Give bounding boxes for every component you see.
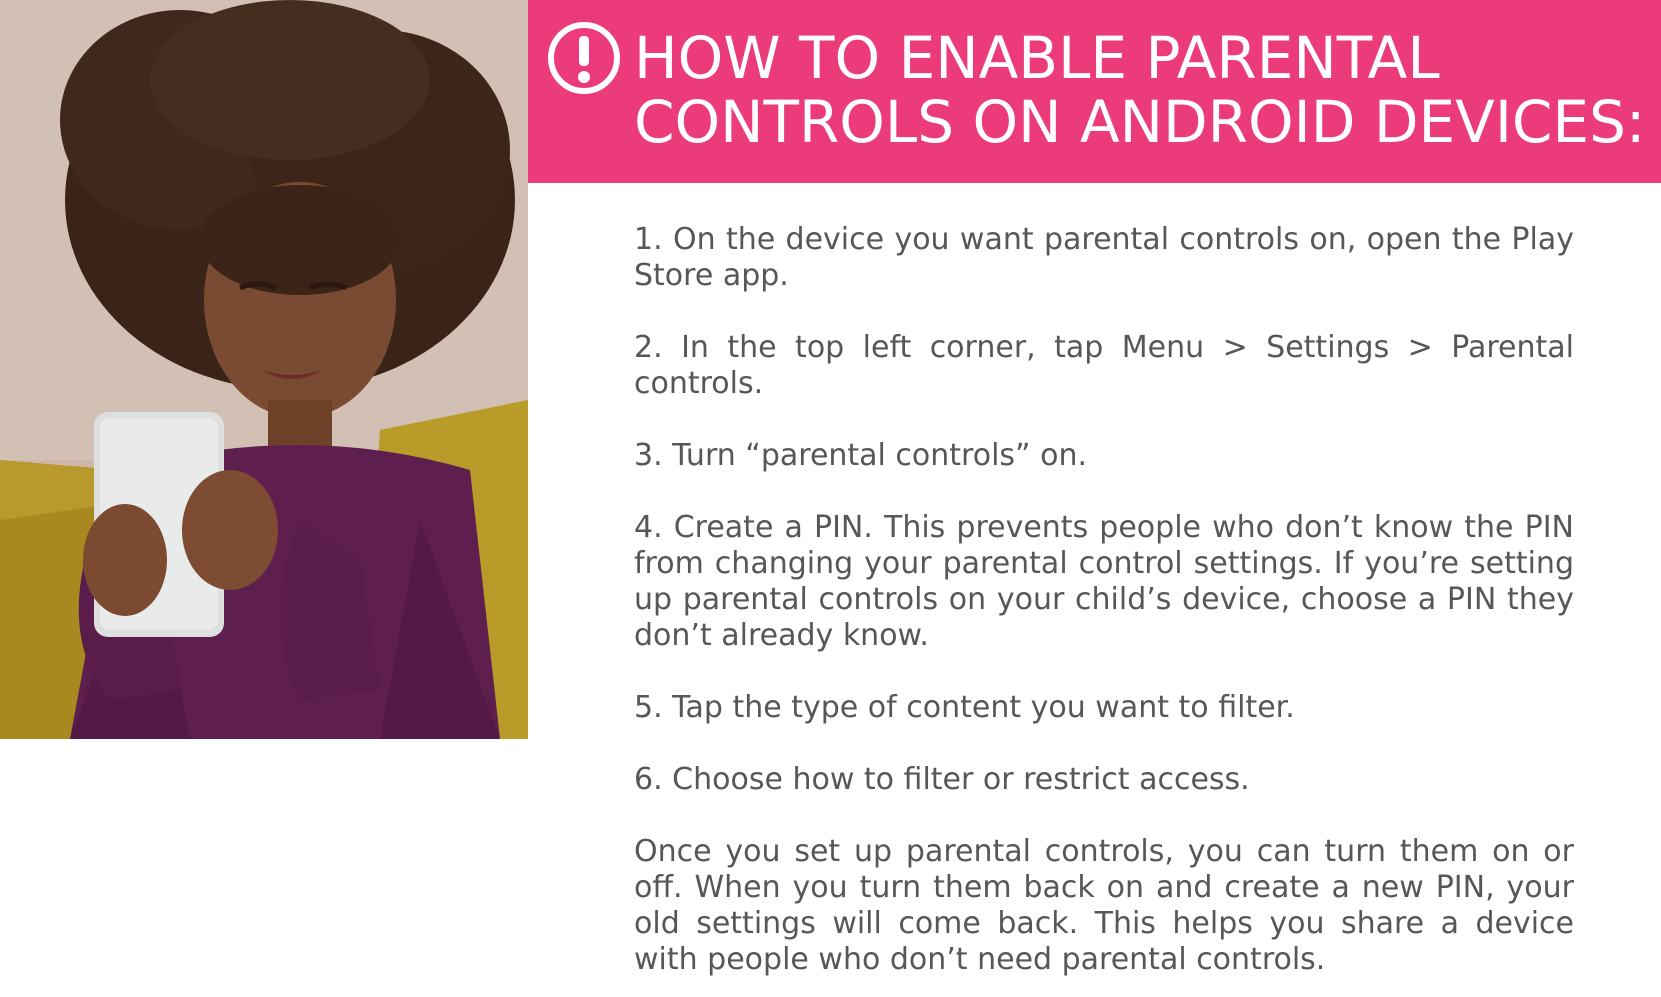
child-with-phone-illustration — [0, 0, 528, 739]
closing-note: Once you set up parental controls, you can turn them on or off. When you turn them back on and create a new PIN, your old settings will come back. This helps you share a device with people who don’t need parental controls. — [634, 834, 1574, 977]
step-1: 1. On the device you want parental controls on, open the Play Store app. — [634, 222, 1574, 293]
child-photo — [0, 0, 528, 739]
step-3: 3. Turn “parental controls” on. — [634, 438, 1088, 473]
page-title-line-2: CONTROLS ON ANDROID DEVICES: — [634, 88, 1646, 156]
alert-circle-icon — [546, 20, 622, 96]
header-banner — [528, 0, 1661, 183]
instructions — [634, 222, 1574, 978]
step-6: 6. Choose how to filter or restrict access. — [634, 762, 1250, 797]
page-title-line-1: HOW TO ENABLE PARENTAL — [634, 24, 1440, 92]
step-5: 5. Tap the type of content you want to filter. — [634, 690, 1295, 725]
step-2: 2. In the top left corner, tap Menu > Settings > Parental controls. — [634, 330, 1574, 401]
step-4: 4. Create a PIN. This prevents people who don’t know the PIN from changing your parental control settings. If you’re setting up parental controls on your child’s device, choose a PIN they don’t already know. — [634, 510, 1574, 653]
page-title — [634, 26, 1645, 154]
